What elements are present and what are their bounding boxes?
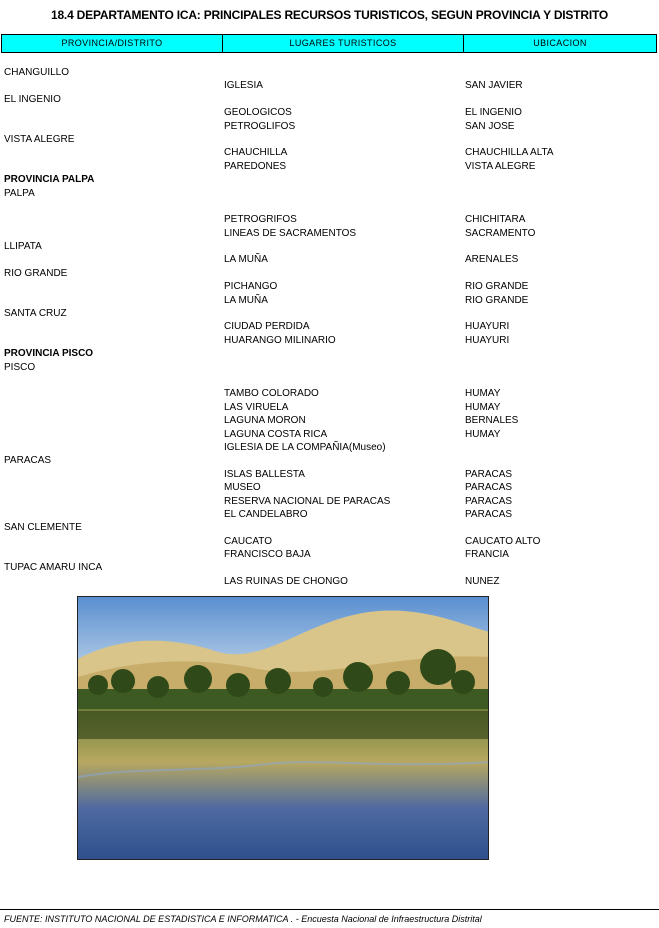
table-row	[0, 374, 659, 387]
district-cell: LLIPATA	[4, 241, 42, 253]
location-cell: PARACAS	[465, 495, 513, 507]
place-cell: IGLESIA	[224, 80, 263, 92]
place-cell: LAS VIRUELA	[224, 401, 289, 413]
district-cell: EL INGENIO	[4, 93, 61, 105]
place-cell: CIUDAD PERDIDA	[224, 321, 310, 333]
table-row	[0, 468, 659, 481]
place-cell: GEOLOGICOS	[224, 107, 292, 119]
table-row	[0, 347, 659, 360]
location-cell: VISTA ALEGRE	[465, 160, 536, 172]
table-row	[0, 495, 659, 508]
table-row	[0, 521, 659, 534]
table-row	[0, 227, 659, 240]
location-cell: CHICHITARA	[465, 214, 526, 226]
location-cell: FRANCIA	[465, 549, 509, 561]
location-cell: BERNALES	[465, 415, 519, 427]
column-header-location: UBICACION	[533, 38, 587, 48]
table-row	[0, 454, 659, 467]
place-cell: RESERVA NACIONAL DE PARACAS	[224, 495, 391, 507]
district-cell: RIO GRANDE	[4, 267, 68, 279]
table-row	[0, 334, 659, 347]
table-row	[0, 575, 659, 588]
source-note: FUENTE: INSTITUTO NACIONAL DE ESTADISTICA E INFORMATICA . - Encuesta Nacional de Infraestructura Distrital	[4, 914, 482, 924]
table-row	[0, 146, 659, 159]
table-row	[0, 173, 659, 186]
footer-rule	[0, 909, 659, 910]
table-row	[0, 120, 659, 133]
page-title: 18.4 DEPARTAMENTO ICA: PRINCIPALES RECURSOS TURISTICOS, SEGUN PROVINCIA Y DISTRITO	[50, 8, 608, 22]
district-cell: PISCO	[4, 361, 36, 373]
place-cell: LAS RUINAS DE CHONGO	[224, 575, 348, 587]
district-cell: CHANGUILLO	[4, 67, 70, 78]
place-cell: PICHANGO	[224, 281, 278, 293]
table-row	[0, 508, 659, 521]
district-cell: SANTA CRUZ	[4, 308, 67, 320]
place-cell: CAUCATO	[224, 535, 272, 547]
column-header-district: PROVINCIA/DISTRITO	[2, 35, 223, 52]
location-cell: PARACAS	[465, 482, 513, 494]
district-cell: TUPAC AMARU INCA	[4, 562, 103, 574]
district-cell: PROVINCIA PALPA	[4, 174, 95, 186]
table-row	[0, 106, 659, 119]
table-body	[0, 66, 659, 588]
district-cell: PALPA	[4, 187, 35, 199]
place-cell: CHAUCHILLA	[224, 147, 288, 159]
table-header	[1, 34, 657, 53]
place-cell: HUARANGO MILINARIO	[224, 334, 336, 346]
table-row	[0, 441, 659, 454]
table-row	[0, 133, 659, 146]
table-row	[0, 160, 659, 173]
place-cell: FRANCISCO BAJA	[224, 549, 311, 561]
location-cell: PARACAS	[465, 468, 513, 480]
table-row	[0, 200, 659, 213]
place-cell: MUSEO	[224, 482, 261, 494]
district-cell: SAN CLEMENTE	[4, 522, 82, 534]
table-row	[0, 361, 659, 374]
table-row	[0, 548, 659, 561]
table-row	[0, 267, 659, 280]
place-cell: LA MUÑA	[224, 254, 268, 266]
place-cell: LINEAS DE SACRAMENTOS	[224, 227, 357, 239]
table-row	[0, 294, 659, 307]
place-cell: LAGUNA MORON	[224, 415, 306, 427]
location-cell: HUMAY	[465, 388, 501, 400]
location-cell: ARENALES	[465, 254, 519, 266]
district-cell: VISTA ALEGRE	[4, 133, 75, 145]
table-row	[0, 66, 659, 79]
table-row	[0, 320, 659, 333]
place-cell: PAREDONES	[224, 160, 287, 172]
location-cell: SAN JAVIER	[465, 80, 523, 92]
district-cell: PROVINCIA PISCO	[4, 348, 94, 360]
table-row	[0, 253, 659, 266]
table-row	[0, 401, 659, 414]
location-cell: NUNEZ	[465, 575, 500, 587]
location-cell: HUMAY	[465, 428, 501, 440]
location-cell: CAUCATO ALTO	[465, 535, 541, 547]
place-cell: LAGUNA COSTA RICA	[224, 428, 328, 440]
place-cell: TAMBO COLORADO	[224, 388, 319, 400]
location-cell: RIO GRANDE	[465, 294, 529, 306]
table-row	[0, 387, 659, 400]
location-cell: HUAYURI	[465, 321, 510, 333]
location-cell: HUAYURI	[465, 334, 510, 346]
place-cell: IGLESIA DE LA COMPAÑIA(Museo)	[224, 441, 386, 453]
location-cell: CHAUCHILLA ALTA	[465, 147, 554, 159]
table-row	[0, 481, 659, 494]
district-cell: PARACAS	[4, 455, 52, 467]
place-cell: EL CANDELABRO	[224, 508, 308, 520]
location-cell: SACRAMENTO	[465, 227, 536, 239]
table-row	[0, 280, 659, 293]
table-row	[0, 213, 659, 226]
table-row	[0, 93, 659, 106]
table-row	[0, 187, 659, 200]
table-row	[0, 414, 659, 427]
table-row	[0, 240, 659, 253]
table-row	[0, 428, 659, 441]
table-row	[0, 307, 659, 320]
location-cell: EL INGENIO	[465, 107, 522, 119]
place-cell: PETROGLIFOS	[224, 120, 296, 132]
table-row	[0, 79, 659, 92]
table-row	[0, 561, 659, 574]
location-cell: HUMAY	[465, 401, 501, 413]
location-cell: SAN JOSE	[465, 120, 515, 132]
place-cell: ISLAS BALLESTA	[224, 468, 305, 480]
place-cell: PETROGRIFOS	[224, 214, 297, 226]
location-cell: RIO GRANDE	[465, 281, 529, 293]
column-header-places: LUGARES TURISTICOS	[223, 35, 464, 52]
oasis-lagoon-photo	[77, 596, 489, 860]
location-cell: PARACAS	[465, 508, 513, 520]
table-row	[0, 535, 659, 548]
place-cell: LA MUÑA	[224, 294, 268, 306]
